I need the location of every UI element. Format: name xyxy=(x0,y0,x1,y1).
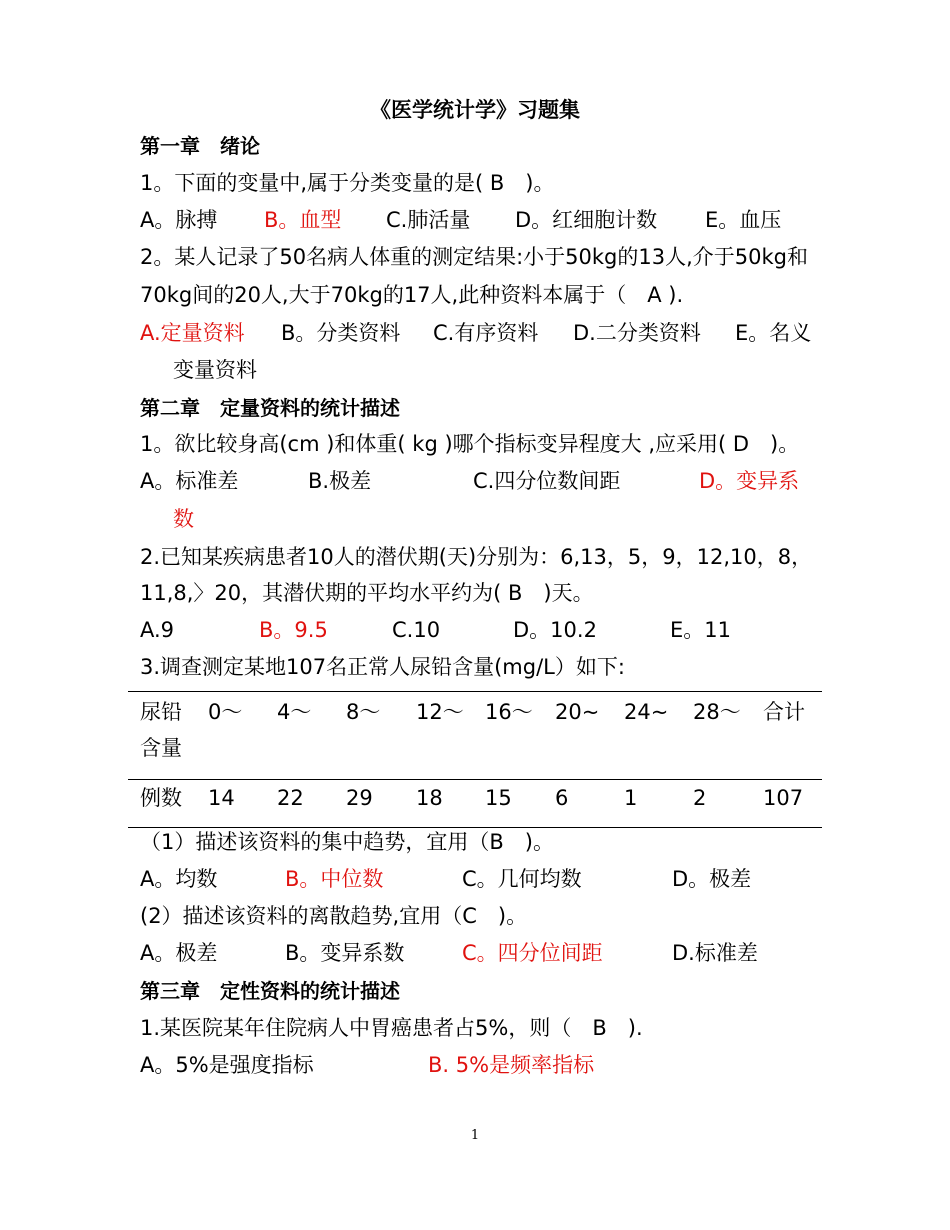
ch3-q1-option-b-answer: B. 5%是频率指标 xyxy=(428,1053,595,1077)
table-header-label-line1: 尿铅 xyxy=(140,700,182,724)
ch2-q3-sub2-option-b: B。变异系数 xyxy=(285,941,405,965)
table-cell: 15 xyxy=(485,786,512,810)
document-title: 《医学统计学》习题集 xyxy=(370,98,580,122)
ch2-q2-option-b-answer: B。9.5 xyxy=(259,618,328,642)
page-number: 1 xyxy=(470,1128,480,1143)
table-middle-rule xyxy=(128,779,822,780)
chapter-2-heading: 第二章 定量资料的统计描述 xyxy=(140,396,400,420)
ch2-q2-option-e: E。11 xyxy=(670,618,731,642)
table-header-cell: 24~ xyxy=(624,700,669,724)
table-row-label: 例数 xyxy=(140,786,182,810)
table-cell: 107 xyxy=(763,786,804,810)
table-cell: 6 xyxy=(555,786,569,810)
ch3-q1-option-a: A。5%是强度指标 xyxy=(140,1053,314,1077)
ch1-q2-option-c: C.有序资料 xyxy=(433,321,539,345)
ch2-q3-sub1-option-c: C。几何均数 xyxy=(462,867,582,891)
table-header-cell: 16～ xyxy=(485,700,533,724)
ch1-q2-option-a-answer: A.定量资料 xyxy=(140,321,245,345)
ch2-q1-option-c: C.四分位数间距 xyxy=(473,469,621,493)
ch2-q3-sub2-option-a: A。极差 xyxy=(140,941,218,965)
ch2-q3-sub2-option-d: D.标准差 xyxy=(672,941,758,965)
table-header-cell: 20~ xyxy=(555,700,600,724)
ch1-q1-option-a: A。脉搏 xyxy=(140,208,218,232)
ch2-q3-sub2-option-c-answer: C。四分位间距 xyxy=(462,941,603,965)
table-header-cell: 4～ xyxy=(277,700,312,724)
ch2-q3-sub1-option-d: D。极差 xyxy=(672,867,752,891)
table-cell: 2 xyxy=(693,786,707,810)
ch2-q1-option-d-answer: D。变异系 xyxy=(699,469,800,493)
ch1-q2-option-d: D.二分类资料 xyxy=(573,321,701,345)
ch1-q1-option-b-answer: B。血型 xyxy=(264,208,342,232)
ch1-q1-option-d: D。红细胞计数 xyxy=(515,208,658,232)
ch1-q2-option-e: E。名义 xyxy=(735,321,812,345)
ch2-q3-sub1-stem: （1）描述该资料的集中趋势，宜用（B )。 xyxy=(140,830,554,854)
ch2-q2-option-a: A.9 xyxy=(140,618,175,642)
ch2-q3-sub1-option-b-answer: B。中位数 xyxy=(285,867,384,891)
ch3-q1-stem: 1.某医院某年住院病人中胃癌患者占5%，则（ B ). xyxy=(140,1016,643,1040)
table-header-cell: 合计 xyxy=(763,700,805,724)
ch2-q3-sub2-stem: (2）描述该资料的离散趋势,宜用（C )。 xyxy=(140,904,528,928)
ch2-q3-stem: 3.调查测定某地107名正常人尿铅含量(mg/L）如下: xyxy=(140,655,625,679)
table-header-cell: 28～ xyxy=(693,700,741,724)
table-header-cell: 0～ xyxy=(208,700,243,724)
table-header-cell: 8～ xyxy=(346,700,381,724)
ch2-q2-stem-line1: 2.已知某疾病患者10人的潜伏期(天)分别为：6,13，5，9，12,10，8， xyxy=(140,545,813,569)
chapter-3-heading: 第三章 定性资料的统计描述 xyxy=(140,979,400,1003)
ch1-q1-stem: 1。下面的变量中,属于分类变量的是( B )。 xyxy=(140,171,555,195)
table-header-label-line2: 含量 xyxy=(140,736,182,760)
chapter-1-heading: 第一章 绪论 xyxy=(140,134,260,158)
table-cell: 14 xyxy=(208,786,235,810)
table-cell: 29 xyxy=(346,786,373,810)
ch2-q1-option-d-continued: 数 xyxy=(173,507,194,531)
ch1-q1-option-e: E。血压 xyxy=(705,208,782,232)
ch1-q1-option-c: C.肺活量 xyxy=(386,208,471,232)
ch1-q2-option-b: B。分类资料 xyxy=(281,321,401,345)
ch2-q2-option-c: C.10 xyxy=(392,618,441,642)
table-cell: 22 xyxy=(277,786,304,810)
table-header-cell: 12～ xyxy=(416,700,464,724)
ch2-q1-option-a: A。标准差 xyxy=(140,469,239,493)
ch1-q2-option-e-continued: 变量资料 xyxy=(173,358,257,382)
ch2-q2-stem-line2: 11,8,〉20，其潜伏期的平均水平约为( B )天。 xyxy=(140,581,594,605)
table-cell: 1 xyxy=(624,786,638,810)
table-cell: 18 xyxy=(416,786,443,810)
ch1-q2-stem-line2: 70kg间的20人,大于70kg的17人,此种资料本属于（ A ). xyxy=(140,283,684,307)
ch1-q2-stem-line1: 2。某人记录了50名病人体重的测定结果:小于50kg的13人,介于50kg和 xyxy=(140,245,808,269)
ch2-q1-stem: 1。欲比较身高(cm )和体重( kg )哪个指标变异程度大 ,应采用( D )。 xyxy=(140,432,800,456)
table-top-rule xyxy=(128,691,822,692)
ch2-q2-option-d: D。10.2 xyxy=(513,618,597,642)
ch2-q1-option-b: B.极差 xyxy=(308,469,372,493)
ch2-q3-sub1-option-a: A。均数 xyxy=(140,867,218,891)
